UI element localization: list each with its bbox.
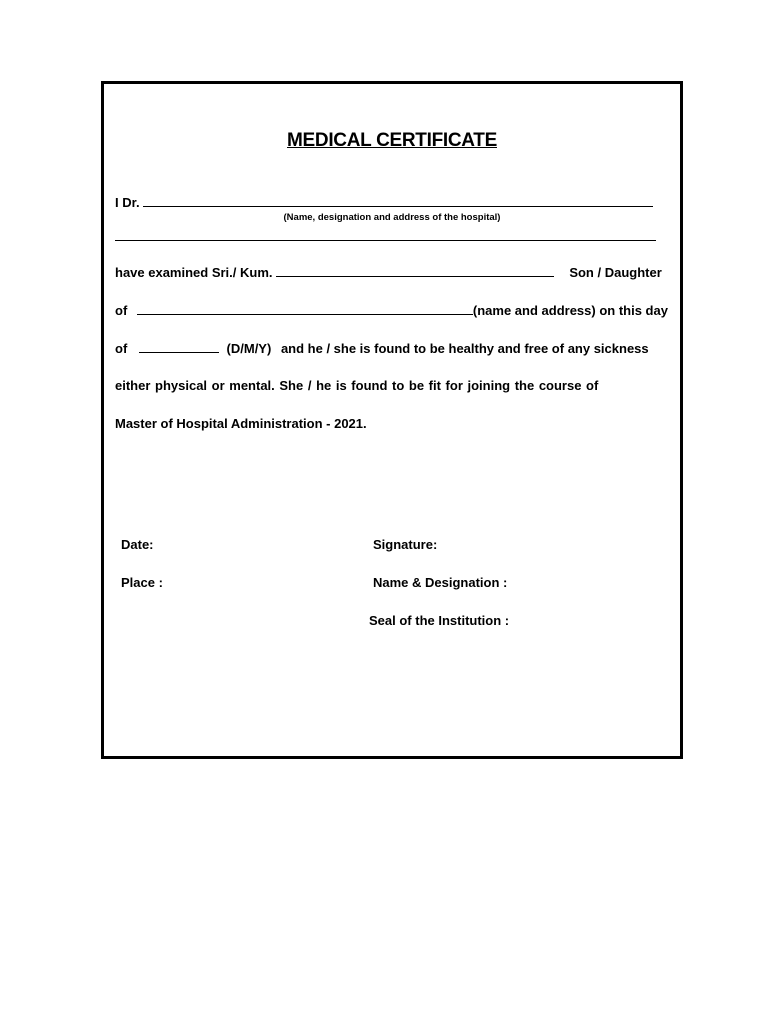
date-format: (D/M/Y) [226, 341, 272, 356]
parent-line [115, 302, 668, 318]
patient-name-blank[interactable] [276, 264, 554, 277]
name-address-suffix: (name and address) on this day [472, 303, 668, 318]
certificate-frame [101, 81, 683, 759]
certificate-title: MEDICAL CERTIFICATE [287, 130, 497, 151]
doctor-line [115, 194, 653, 210]
course-line: Master of Hospital Administration - 2021. [115, 416, 367, 431]
parent-name-blank[interactable] [137, 302, 473, 315]
seal-label: Seal of the Institution : [369, 613, 510, 628]
signature-label: Signature: [373, 537, 438, 552]
healthy-text: and he / she is found to be healthy and free of any sickness [280, 341, 649, 356]
name-designation-label: Name & Designation : [373, 575, 508, 590]
of-label-2: of [115, 341, 128, 356]
examined-line [115, 264, 662, 280]
exam-date-blank[interactable] [139, 340, 219, 353]
examined-prefix: have examined Sri./ Kum. [115, 265, 273, 280]
relation-label: Son / Daughter [569, 265, 662, 280]
of-label: of [115, 303, 128, 318]
date-label: Date: [121, 537, 154, 552]
date-line [115, 340, 649, 356]
doctor-prefix: I Dr. [115, 195, 140, 210]
place-label: Place : [121, 575, 163, 590]
doctor-name-blank[interactable] [143, 194, 653, 207]
either-line: either physical or mental. She / he is found to be fit for joining the course of [115, 378, 599, 393]
doctor-note: (Name, designation and address of the hospital) [283, 212, 501, 223]
hospital-address-blank[interactable] [115, 240, 656, 241]
